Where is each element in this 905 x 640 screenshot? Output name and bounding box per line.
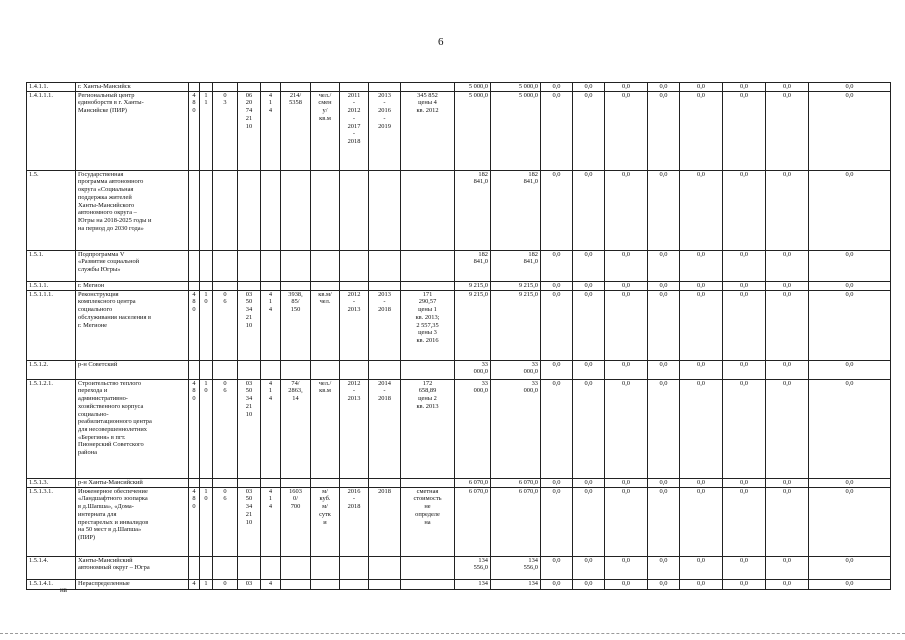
table-cell: 0,0 (680, 170, 723, 250)
table-cell: 9 215,0 (491, 290, 541, 360)
table-cell (281, 83, 311, 92)
table-cell: 0,0 (809, 579, 891, 589)
table-cell (213, 556, 238, 579)
table-cell: 0,0 (766, 487, 809, 556)
table-cell: 0,0 (573, 91, 605, 170)
table-cell: 33 000,0 (455, 379, 491, 478)
table-row (27, 290, 891, 360)
table-cell: 0,0 (541, 478, 573, 487)
table-cell: 0,0 (809, 91, 891, 170)
table-cell: 0,0 (723, 478, 766, 487)
table-cell: 0,0 (541, 579, 573, 589)
table-cell (200, 281, 213, 290)
table-cell (401, 281, 455, 290)
table-cell: 0,0 (723, 250, 766, 281)
table-cell: 0,0 (766, 91, 809, 170)
table-cell: 0,0 (766, 556, 809, 579)
row-code-cell: 1.4.1.1.1. (27, 91, 76, 170)
table-cell (213, 360, 238, 379)
table-row (27, 487, 891, 556)
table-cell: 5 000,0 (455, 83, 491, 92)
table-cell (213, 83, 238, 92)
table-cell: 0,0 (809, 83, 891, 92)
table-cell (261, 250, 281, 281)
table-cell: 0,0 (573, 360, 605, 379)
table-cell: 134 (491, 579, 541, 589)
table-cell (401, 170, 455, 250)
table-cell: 0,0 (541, 290, 573, 360)
table-cell: 0,0 (605, 290, 648, 360)
table-cell: 0,0 (766, 379, 809, 478)
table-cell (340, 83, 369, 92)
table-cell: чел./ смен у/ кв.м (311, 91, 340, 170)
table-cell: 5 000,0 (491, 91, 541, 170)
table-cell: 0,0 (809, 556, 891, 579)
table-cell (340, 478, 369, 487)
table-cell (369, 478, 401, 487)
table-cell: 0,0 (723, 556, 766, 579)
table-row (27, 250, 891, 281)
table-cell: 182 841,0 (455, 170, 491, 250)
row-name-cell: р-н Советский (76, 360, 189, 379)
table-cell: 74/ 2863, 14 (281, 379, 311, 478)
table-cell: 0,0 (680, 281, 723, 290)
table-cell (281, 281, 311, 290)
table-cell: 03 (238, 579, 261, 589)
table-cell: 0,0 (605, 487, 648, 556)
table-cell: 03 50 34 21 10 (238, 379, 261, 478)
table-cell: 0,0 (648, 478, 680, 487)
table-cell: 1 0 (200, 379, 213, 478)
row-name-cell: Инженерное обеспечение «Ландшафтного зоопарка в д.Шапша», «Дома- интерната для престарелых и инвалидов на 50 мест в д.Шапша» (ПИР) (76, 487, 189, 556)
row-code-cell: 1.5.1.2.1. (27, 379, 76, 478)
table-cell: 4 1 4 (261, 91, 281, 170)
table-cell: 4 1 4 (261, 290, 281, 360)
table-cell: 0,0 (573, 556, 605, 579)
table-cell (213, 250, 238, 281)
table-cell (311, 579, 340, 589)
table-cell: 0,0 (541, 170, 573, 250)
row-code-cell: 1.5.1.3. (27, 478, 76, 487)
table-cell (189, 281, 200, 290)
table-cell (369, 250, 401, 281)
table-row (27, 360, 891, 379)
table-cell: 182 841,0 (455, 250, 491, 281)
table-cell: 0,0 (723, 487, 766, 556)
table-cell: 0,0 (605, 360, 648, 379)
table-cell: 0,0 (680, 379, 723, 478)
table-cell (189, 556, 200, 579)
budget-table (26, 82, 891, 590)
table-cell: 0,0 (648, 556, 680, 579)
table-cell: 0,0 (809, 379, 891, 478)
row-name-cell: Региональный центр единоборств в г. Ханты- Мансийске (ПИР) (76, 91, 189, 170)
table-cell: чел./ кв.м (311, 379, 340, 478)
table-cell: 0,0 (605, 478, 648, 487)
table-cell: 4 8 0 (189, 91, 200, 170)
table-cell: 0,0 (541, 379, 573, 478)
table-cell: м/ куб. м/ сутк и (311, 487, 340, 556)
table-cell: 3938, 85/ 150 (281, 290, 311, 360)
table-cell: 0,0 (680, 478, 723, 487)
table-cell (261, 170, 281, 250)
row-name-cell: г. Ханты-Мансийск (76, 83, 189, 92)
table-cell: 0,0 (680, 487, 723, 556)
table-cell: 134 (455, 579, 491, 589)
table-cell (238, 360, 261, 379)
row-code-cell: 1.5.1.3.1. (27, 487, 76, 556)
row-name-cell: г. Мегион (76, 281, 189, 290)
table-cell: 0,0 (680, 579, 723, 589)
table-cell: 5 000,0 (491, 83, 541, 92)
table-cell (401, 83, 455, 92)
table-cell: 171 290,57 цены 1 кв. 2013; 2 557,35 цены 3 кв. 2016 (401, 290, 455, 360)
table-cell (238, 556, 261, 579)
table-cell (281, 579, 311, 589)
table-body (27, 83, 891, 590)
table-cell (261, 478, 281, 487)
table-cell: 0,0 (573, 579, 605, 589)
table-cell: 2014 - 2018 (369, 379, 401, 478)
table-cell: 4 8 0 (189, 487, 200, 556)
table-cell (200, 83, 213, 92)
table-cell: 4 8 0 (189, 290, 200, 360)
table-cell: 0,0 (648, 487, 680, 556)
table-cell: 0,0 (605, 579, 648, 589)
table-cell (311, 83, 340, 92)
table-cell: 0,0 (680, 556, 723, 579)
table-cell: 0,0 (605, 83, 648, 92)
table-cell: 0,0 (766, 579, 809, 589)
table-cell: 2012 - 2013 (340, 379, 369, 478)
table-cell (340, 170, 369, 250)
table-cell: 0,0 (809, 290, 891, 360)
table-cell: 0,0 (766, 360, 809, 379)
table-cell (189, 250, 200, 281)
table-cell: 0,0 (541, 91, 573, 170)
row-name-cell: Государственная программа автономного округа «Социальная поддержка жителей Ханты-Мансийского автономного округа – Югры на 2018-2025 годы и на период до 2030 года» (76, 170, 189, 250)
table-cell (401, 556, 455, 579)
table-cell: 0,0 (809, 250, 891, 281)
table-cell: 0 (213, 579, 238, 589)
table-cell: 0,0 (723, 91, 766, 170)
table-cell (261, 281, 281, 290)
table-row (27, 170, 891, 250)
table-cell (200, 250, 213, 281)
row-code-cell: 1.5.1.4.1. (27, 579, 76, 589)
table-cell: 134 556,0 (455, 556, 491, 579)
table-cell: 345 852 цены 4 кв. 2012 (401, 91, 455, 170)
table-cell (401, 579, 455, 589)
table-cell (213, 281, 238, 290)
page-number: 6 (438, 36, 444, 48)
row-name-cell: Подпрограмма V «Развитие социальной службы Югры» (76, 250, 189, 281)
table-cell: 182 841,0 (491, 170, 541, 250)
table-cell: 0,0 (605, 250, 648, 281)
row-code-cell: 1.5.1.2. (27, 360, 76, 379)
row-code-cell: 1.5.1.1. (27, 281, 76, 290)
table-cell: 2018 (369, 487, 401, 556)
table-cell (200, 556, 213, 579)
table-cell: 0,0 (648, 579, 680, 589)
table-cell (189, 478, 200, 487)
table-cell: 5 000,0 (455, 91, 491, 170)
table-cell: 33 000,0 (491, 379, 541, 478)
table-cell (311, 556, 340, 579)
table-cell: 0,0 (573, 379, 605, 478)
table-cell: 4 (261, 579, 281, 589)
table-cell (261, 556, 281, 579)
table-cell: 0,0 (605, 556, 648, 579)
table-cell (340, 360, 369, 379)
table-cell: 0,0 (573, 290, 605, 360)
table-cell: 6 070,0 (491, 478, 541, 487)
table-cell (281, 556, 311, 579)
table-cell: 0,0 (723, 170, 766, 250)
table-cell (281, 250, 311, 281)
table-cell (238, 281, 261, 290)
table-cell: 0,0 (648, 250, 680, 281)
table-cell: 2016 - 2018 (340, 487, 369, 556)
table-cell (200, 360, 213, 379)
table-cell (238, 170, 261, 250)
table-row (27, 556, 891, 579)
table-cell: 0,0 (573, 487, 605, 556)
table-cell: 0,0 (648, 91, 680, 170)
table-cell: 2012 - 2013 (340, 290, 369, 360)
row-code-cell: 1.4.1.1. (27, 83, 76, 92)
table-cell: 6 070,0 (455, 487, 491, 556)
table-cell (213, 478, 238, 487)
row-name-cell: Реконструкция комплексного центра социального обслуживания населения в г. Мегионе (76, 290, 189, 360)
table-cell: 0,0 (680, 290, 723, 360)
table-cell: 0,0 (605, 170, 648, 250)
table-row (27, 478, 891, 487)
table-cell: 1 0 (200, 487, 213, 556)
table-cell (200, 478, 213, 487)
table-cell: 0,0 (809, 478, 891, 487)
table-cell (311, 281, 340, 290)
row-code-cell: 1.5.1.4. (27, 556, 76, 579)
table-cell: 0,0 (648, 170, 680, 250)
table-cell: 0,0 (680, 83, 723, 92)
table-cell: 0,0 (573, 83, 605, 92)
table-cell: 0,0 (541, 281, 573, 290)
table-row (27, 579, 891, 589)
table-cell: 4 8 0 (189, 379, 200, 478)
table-cell: 0,0 (809, 170, 891, 250)
table-cell: 0,0 (648, 360, 680, 379)
table-cell: 0,0 (573, 478, 605, 487)
table-cell: 0,0 (605, 379, 648, 478)
table-cell (401, 250, 455, 281)
table-cell: 0,0 (723, 360, 766, 379)
table-cell (340, 579, 369, 589)
table-cell: 1 1 (200, 91, 213, 170)
table-cell: 0,0 (573, 250, 605, 281)
table-cell: 33 000,0 (491, 360, 541, 379)
table-row (27, 83, 891, 92)
table-cell: 0,0 (809, 487, 891, 556)
table-cell (369, 556, 401, 579)
table-cell (311, 170, 340, 250)
table-cell: 0,0 (573, 281, 605, 290)
table-cell: 33 000,0 (455, 360, 491, 379)
table-cell: 4 1 4 (261, 379, 281, 478)
table-cell: 2011 - 2012 - 2017 - 2018 (340, 91, 369, 170)
table-cell: 0,0 (648, 281, 680, 290)
table-cell: 0,0 (541, 83, 573, 92)
table-row (27, 91, 891, 170)
row-code-cell: 1.5.1. (27, 250, 76, 281)
table-cell (311, 360, 340, 379)
row-name-cell: р-н Ханты-Мансийский (76, 478, 189, 487)
table-cell: 0,0 (605, 281, 648, 290)
table-cell: 2013 - 2016 - 2019 (369, 91, 401, 170)
row-name-cell: Строительство теплого перехода и административно- хозяйственного корпуса социально- реабилитационного центра для несовершеннолетних «Берегиня» в пгт. Пионерский Советского района (76, 379, 189, 478)
table-cell (369, 83, 401, 92)
table-cell (238, 83, 261, 92)
table-cell: 1 0 (200, 290, 213, 360)
table-cell (369, 360, 401, 379)
table-cell (340, 281, 369, 290)
table-cell (238, 478, 261, 487)
table-cell: 0,0 (723, 83, 766, 92)
table-cell (200, 170, 213, 250)
table-cell: 0,0 (723, 281, 766, 290)
table-cell: 9 215,0 (455, 290, 491, 360)
table-cell: 172 658,89 цены 2 кв. 2013 (401, 379, 455, 478)
row-name-cell: Нераспределенные (76, 579, 189, 589)
table-cell: 0,0 (648, 379, 680, 478)
table-cell: 0,0 (723, 579, 766, 589)
row-code-cell: 1.5. (27, 170, 76, 250)
table-cell: 0,0 (766, 281, 809, 290)
table-cell: 0 6 (213, 487, 238, 556)
table-cell: 0,0 (723, 379, 766, 478)
table-cell: 0,0 (680, 91, 723, 170)
table-cell: 182 841,0 (491, 250, 541, 281)
table-cell: 0,0 (648, 83, 680, 92)
table-cell (311, 478, 340, 487)
table-cell (281, 360, 311, 379)
table-cell: 0,0 (766, 83, 809, 92)
table-cell: 0,0 (573, 170, 605, 250)
table-cell: 0,0 (605, 91, 648, 170)
table-cell: 0,0 (809, 360, 891, 379)
table-cell: 1 (200, 579, 213, 589)
footer-mark: нв (60, 586, 68, 594)
scan-edge-line (0, 633, 905, 635)
table-cell: 0,0 (723, 290, 766, 360)
table-cell: 9 215,0 (491, 281, 541, 290)
table-cell: 2013 - 2018 (369, 290, 401, 360)
table-cell: 03 50 34 21 10 (238, 290, 261, 360)
table-cell: 0,0 (541, 487, 573, 556)
table-cell (213, 170, 238, 250)
table-cell: 0,0 (680, 360, 723, 379)
row-code-cell: 1.5.1.1.1. (27, 290, 76, 360)
table-cell: кв.м/ чел. (311, 290, 340, 360)
table-cell: 03 50 34 21 10 (238, 487, 261, 556)
table-cell (261, 83, 281, 92)
table-cell: сметная стоимость не определе на (401, 487, 455, 556)
table-cell (189, 170, 200, 250)
table-cell: 1603 0/ 700 (281, 487, 311, 556)
table-cell: 0 6 (213, 379, 238, 478)
table-cell (369, 281, 401, 290)
table-cell (189, 83, 200, 92)
table-cell: 134 556,0 (491, 556, 541, 579)
table-cell (261, 360, 281, 379)
table-cell: 0,0 (541, 250, 573, 281)
table-cell: 0 3 (213, 91, 238, 170)
table-cell (340, 250, 369, 281)
table-cell: 0,0 (541, 360, 573, 379)
table-cell: 0,0 (766, 290, 809, 360)
table-cell: 9 215,0 (455, 281, 491, 290)
row-name-cell: Ханты-Мансийский автономный округ – Югра (76, 556, 189, 579)
table-cell (281, 170, 311, 250)
table-cell: 6 070,0 (455, 478, 491, 487)
table-row (27, 379, 891, 478)
table-cell (401, 360, 455, 379)
table-cell (311, 250, 340, 281)
table-cell (189, 360, 200, 379)
table-cell (369, 579, 401, 589)
table-cell: 4 (189, 579, 200, 589)
table-cell: 0,0 (809, 281, 891, 290)
table-cell: 06 20 74 21 10 (238, 91, 261, 170)
table-cell: 214/ 5358 (281, 91, 311, 170)
table-cell (281, 478, 311, 487)
table-cell: 0,0 (541, 556, 573, 579)
table-cell (401, 478, 455, 487)
table-cell (340, 556, 369, 579)
table-cell: 0 6 (213, 290, 238, 360)
table-cell: 0,0 (766, 170, 809, 250)
table-cell: 0,0 (680, 250, 723, 281)
table-cell: 6 070,0 (491, 487, 541, 556)
table-cell (238, 250, 261, 281)
table-cell: 0,0 (648, 290, 680, 360)
table-cell (369, 170, 401, 250)
table-cell: 0,0 (766, 478, 809, 487)
table-cell: 0,0 (766, 250, 809, 281)
table-row (27, 281, 891, 290)
table-cell: 4 1 4 (261, 487, 281, 556)
